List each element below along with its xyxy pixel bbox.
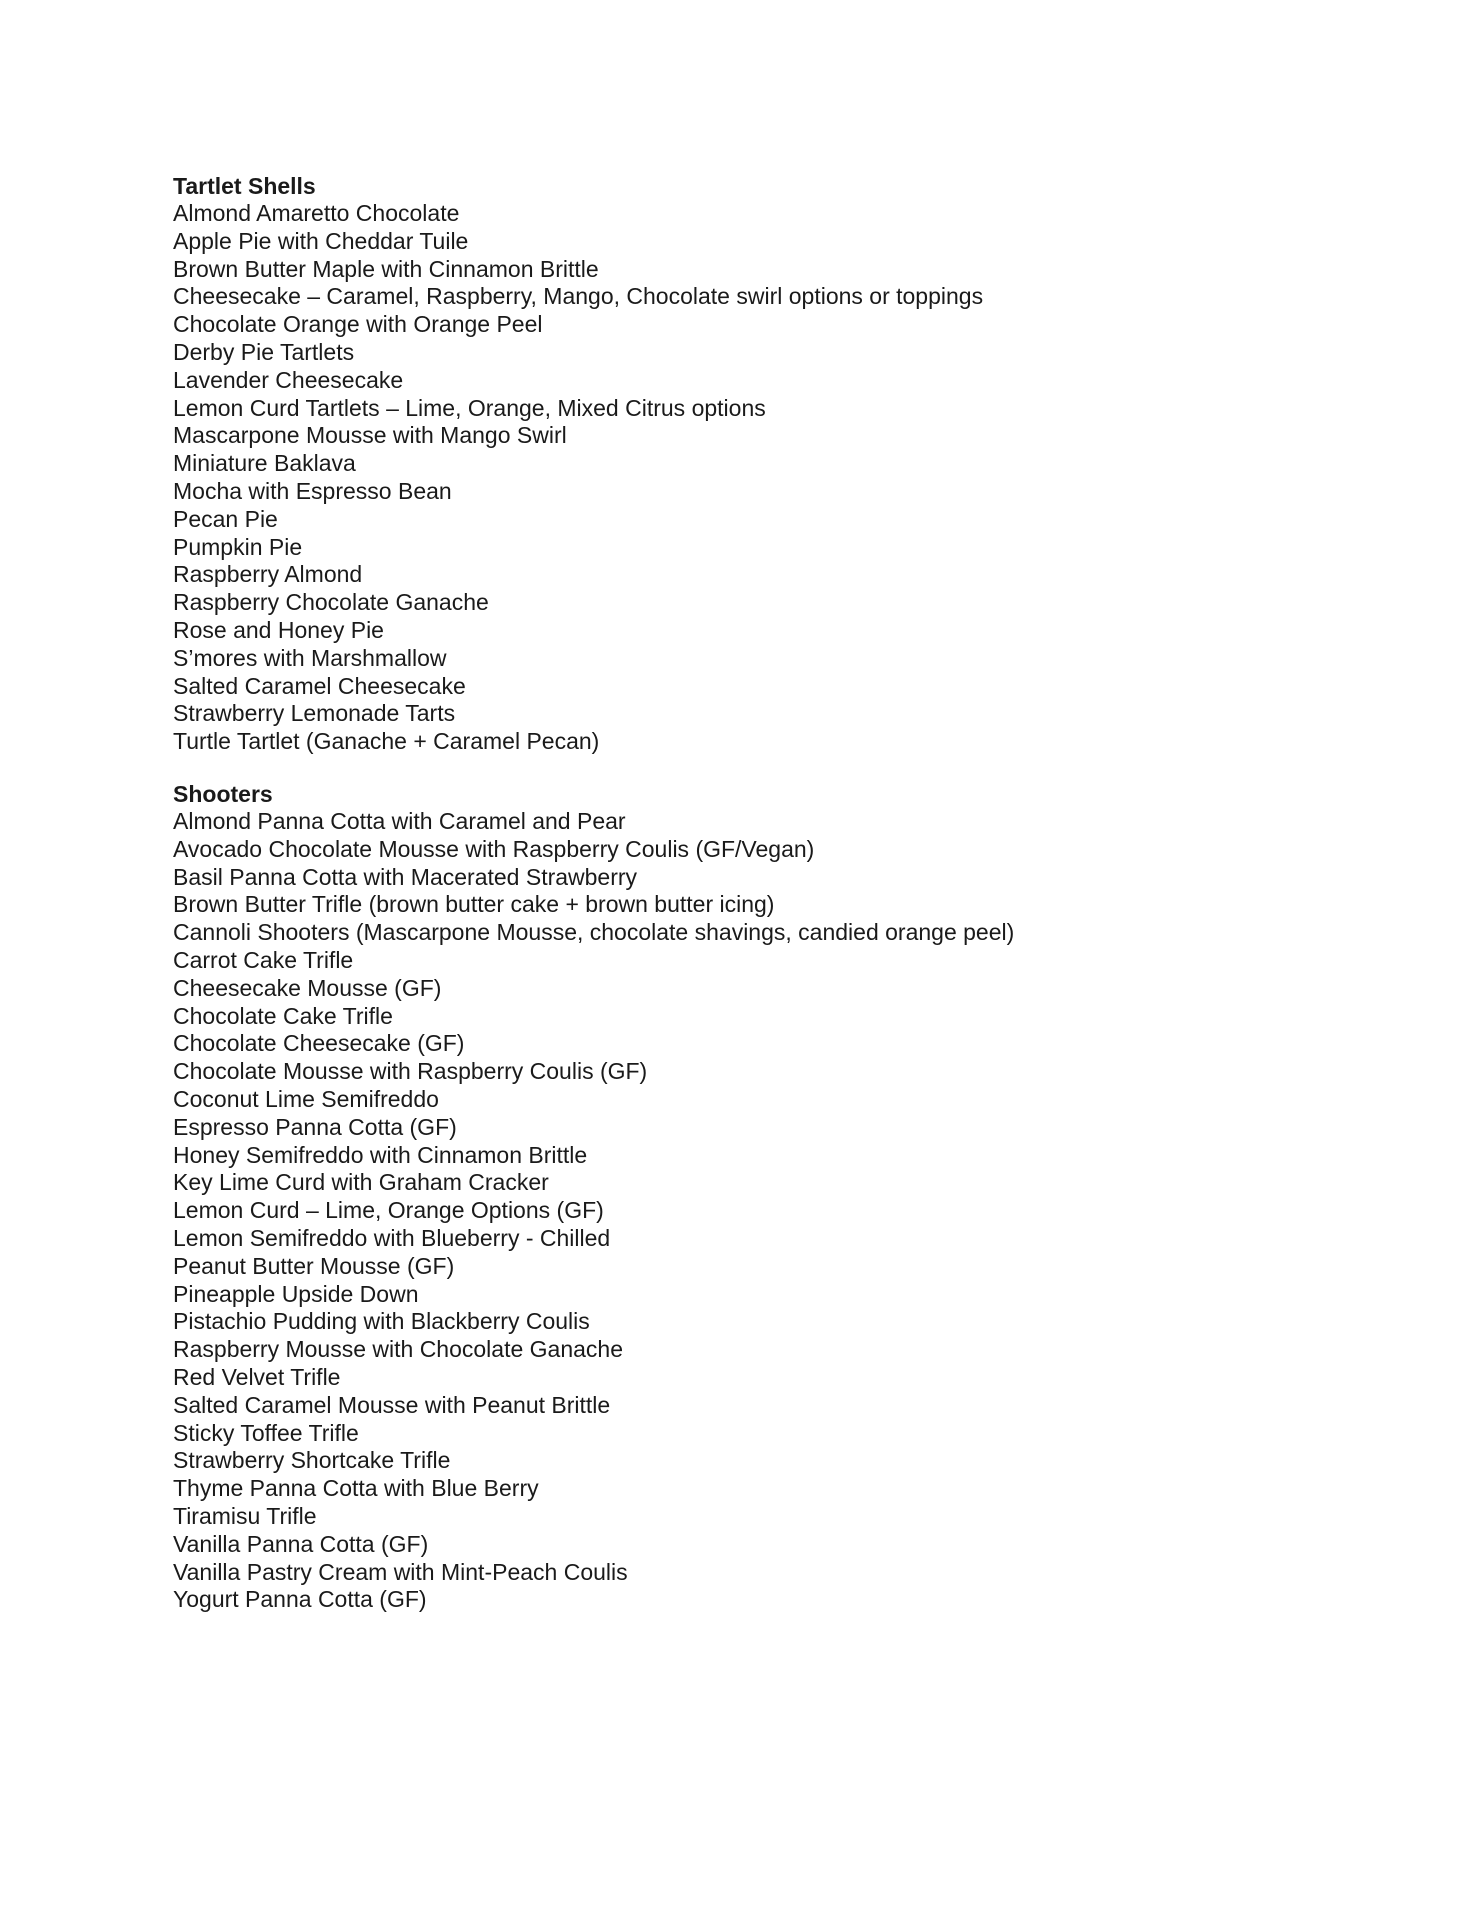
list-item: Raspberry Mousse with Chocolate Ganache: [173, 1336, 624, 1363]
list-item: Lemon Semifreddo with Blueberry - Chilled: [173, 1224, 611, 1251]
list-item: Cannoli Shooters (Mascarpone Mousse, chocolate shavings, candied orange peel): [173, 919, 1015, 946]
list-item: Sticky Toffee Trifle: [173, 1419, 359, 1446]
list-item: Lemon Curd – Lime, Orange Options (GF): [173, 1197, 604, 1224]
list-item: S’mores with Marshmallow: [173, 644, 447, 671]
list-item: Espresso Panna Cotta (GF): [173, 1113, 457, 1140]
list-item: Brown Butter Trifle (brown butter cake + brown butter icing): [173, 891, 775, 918]
list-item: Pumpkin Pie: [173, 533, 303, 560]
list-item: Vanilla Pastry Cream with Mint-Peach Coulis: [173, 1558, 628, 1585]
list-item: Derby Pie Tartlets: [173, 338, 355, 365]
list-item: Almond Amaretto Chocolate: [173, 200, 460, 226]
section-heading: Shooters: [173, 781, 273, 807]
list-item: Key Lime Curd with Graham Cracker: [173, 1169, 549, 1196]
list-item: Mocha with Espresso Bean: [173, 477, 452, 504]
list-item: Salted Caramel Mousse with Peanut Brittle: [173, 1391, 611, 1418]
list-item: Coconut Lime Semifreddo: [173, 1085, 439, 1112]
section-heading: Tartlet Shells: [173, 173, 316, 199]
list-item: Pecan Pie: [173, 505, 278, 532]
list-item: Chocolate Orange with Orange Peel: [173, 311, 543, 338]
list-item: Strawberry Shortcake Trifle: [173, 1447, 451, 1474]
item-list: [173, 200, 983, 756]
list-item: Avocado Chocolate Mousse with Raspberry Coulis (GF/Vegan): [173, 835, 815, 862]
list-item: Red Velvet Trifle: [173, 1363, 341, 1390]
list-item: Lavender Cheesecake: [173, 366, 404, 393]
list-item: Tiramisu Trifle: [173, 1502, 317, 1529]
list-item: Vanilla Panna Cotta (GF): [173, 1530, 429, 1557]
list-item: Chocolate Mousse with Raspberry Coulis (GF): [173, 1058, 648, 1085]
list-item: Pineapple Upside Down: [173, 1280, 419, 1307]
list-item: Miniature Baklava: [173, 450, 356, 477]
list-item: Mascarpone Mousse with Mango Swirl: [173, 422, 567, 449]
list-item: Apple Pie with Cheddar Tuile: [173, 227, 469, 254]
list-item: Lemon Curd Tartlets – Lime, Orange, Mixed Citrus options: [173, 394, 766, 421]
list-item: Basil Panna Cotta with Macerated Strawberry: [173, 863, 638, 890]
list-item: Strawberry Lemonade Tarts: [173, 700, 456, 727]
list-item: Chocolate Cheesecake (GF): [173, 1030, 465, 1057]
list-item: Carrot Cake Trifle: [173, 946, 354, 973]
list-item: Yogurt Panna Cotta (GF): [173, 1586, 427, 1613]
list-item: Salted Caramel Cheesecake: [173, 672, 466, 699]
list-item: Almond Panna Cotta with Caramel and Pear: [173, 808, 626, 834]
list-item: Brown Butter Maple with Cinnamon Brittle: [173, 255, 599, 282]
list-item: Raspberry Chocolate Ganache: [173, 589, 489, 616]
list-item: Pistachio Pudding with Blackberry Coulis: [173, 1308, 590, 1335]
list-item: Peanut Butter Mousse (GF): [173, 1252, 455, 1279]
list-item: Cheesecake Mousse (GF): [173, 974, 442, 1001]
list-item: Cheesecake – Caramel, Raspberry, Mango, Chocolate swirl options or toppings: [173, 283, 984, 310]
list-item: Thyme Panna Cotta with Blue Berry: [173, 1475, 539, 1502]
item-list: [173, 808, 1014, 1614]
list-item: Honey Semifreddo with Cinnamon Brittle: [173, 1141, 588, 1168]
list-item: Chocolate Cake Trifle: [173, 1002, 393, 1029]
list-item: Turtle Tartlet (Ganache + Caramel Pecan): [173, 728, 600, 755]
section-tartlet-shells: [173, 172, 983, 756]
list-item: Rose and Honey Pie: [173, 616, 384, 643]
section-shooters: [173, 780, 1014, 1614]
list-item: Raspberry Almond: [173, 561, 363, 588]
